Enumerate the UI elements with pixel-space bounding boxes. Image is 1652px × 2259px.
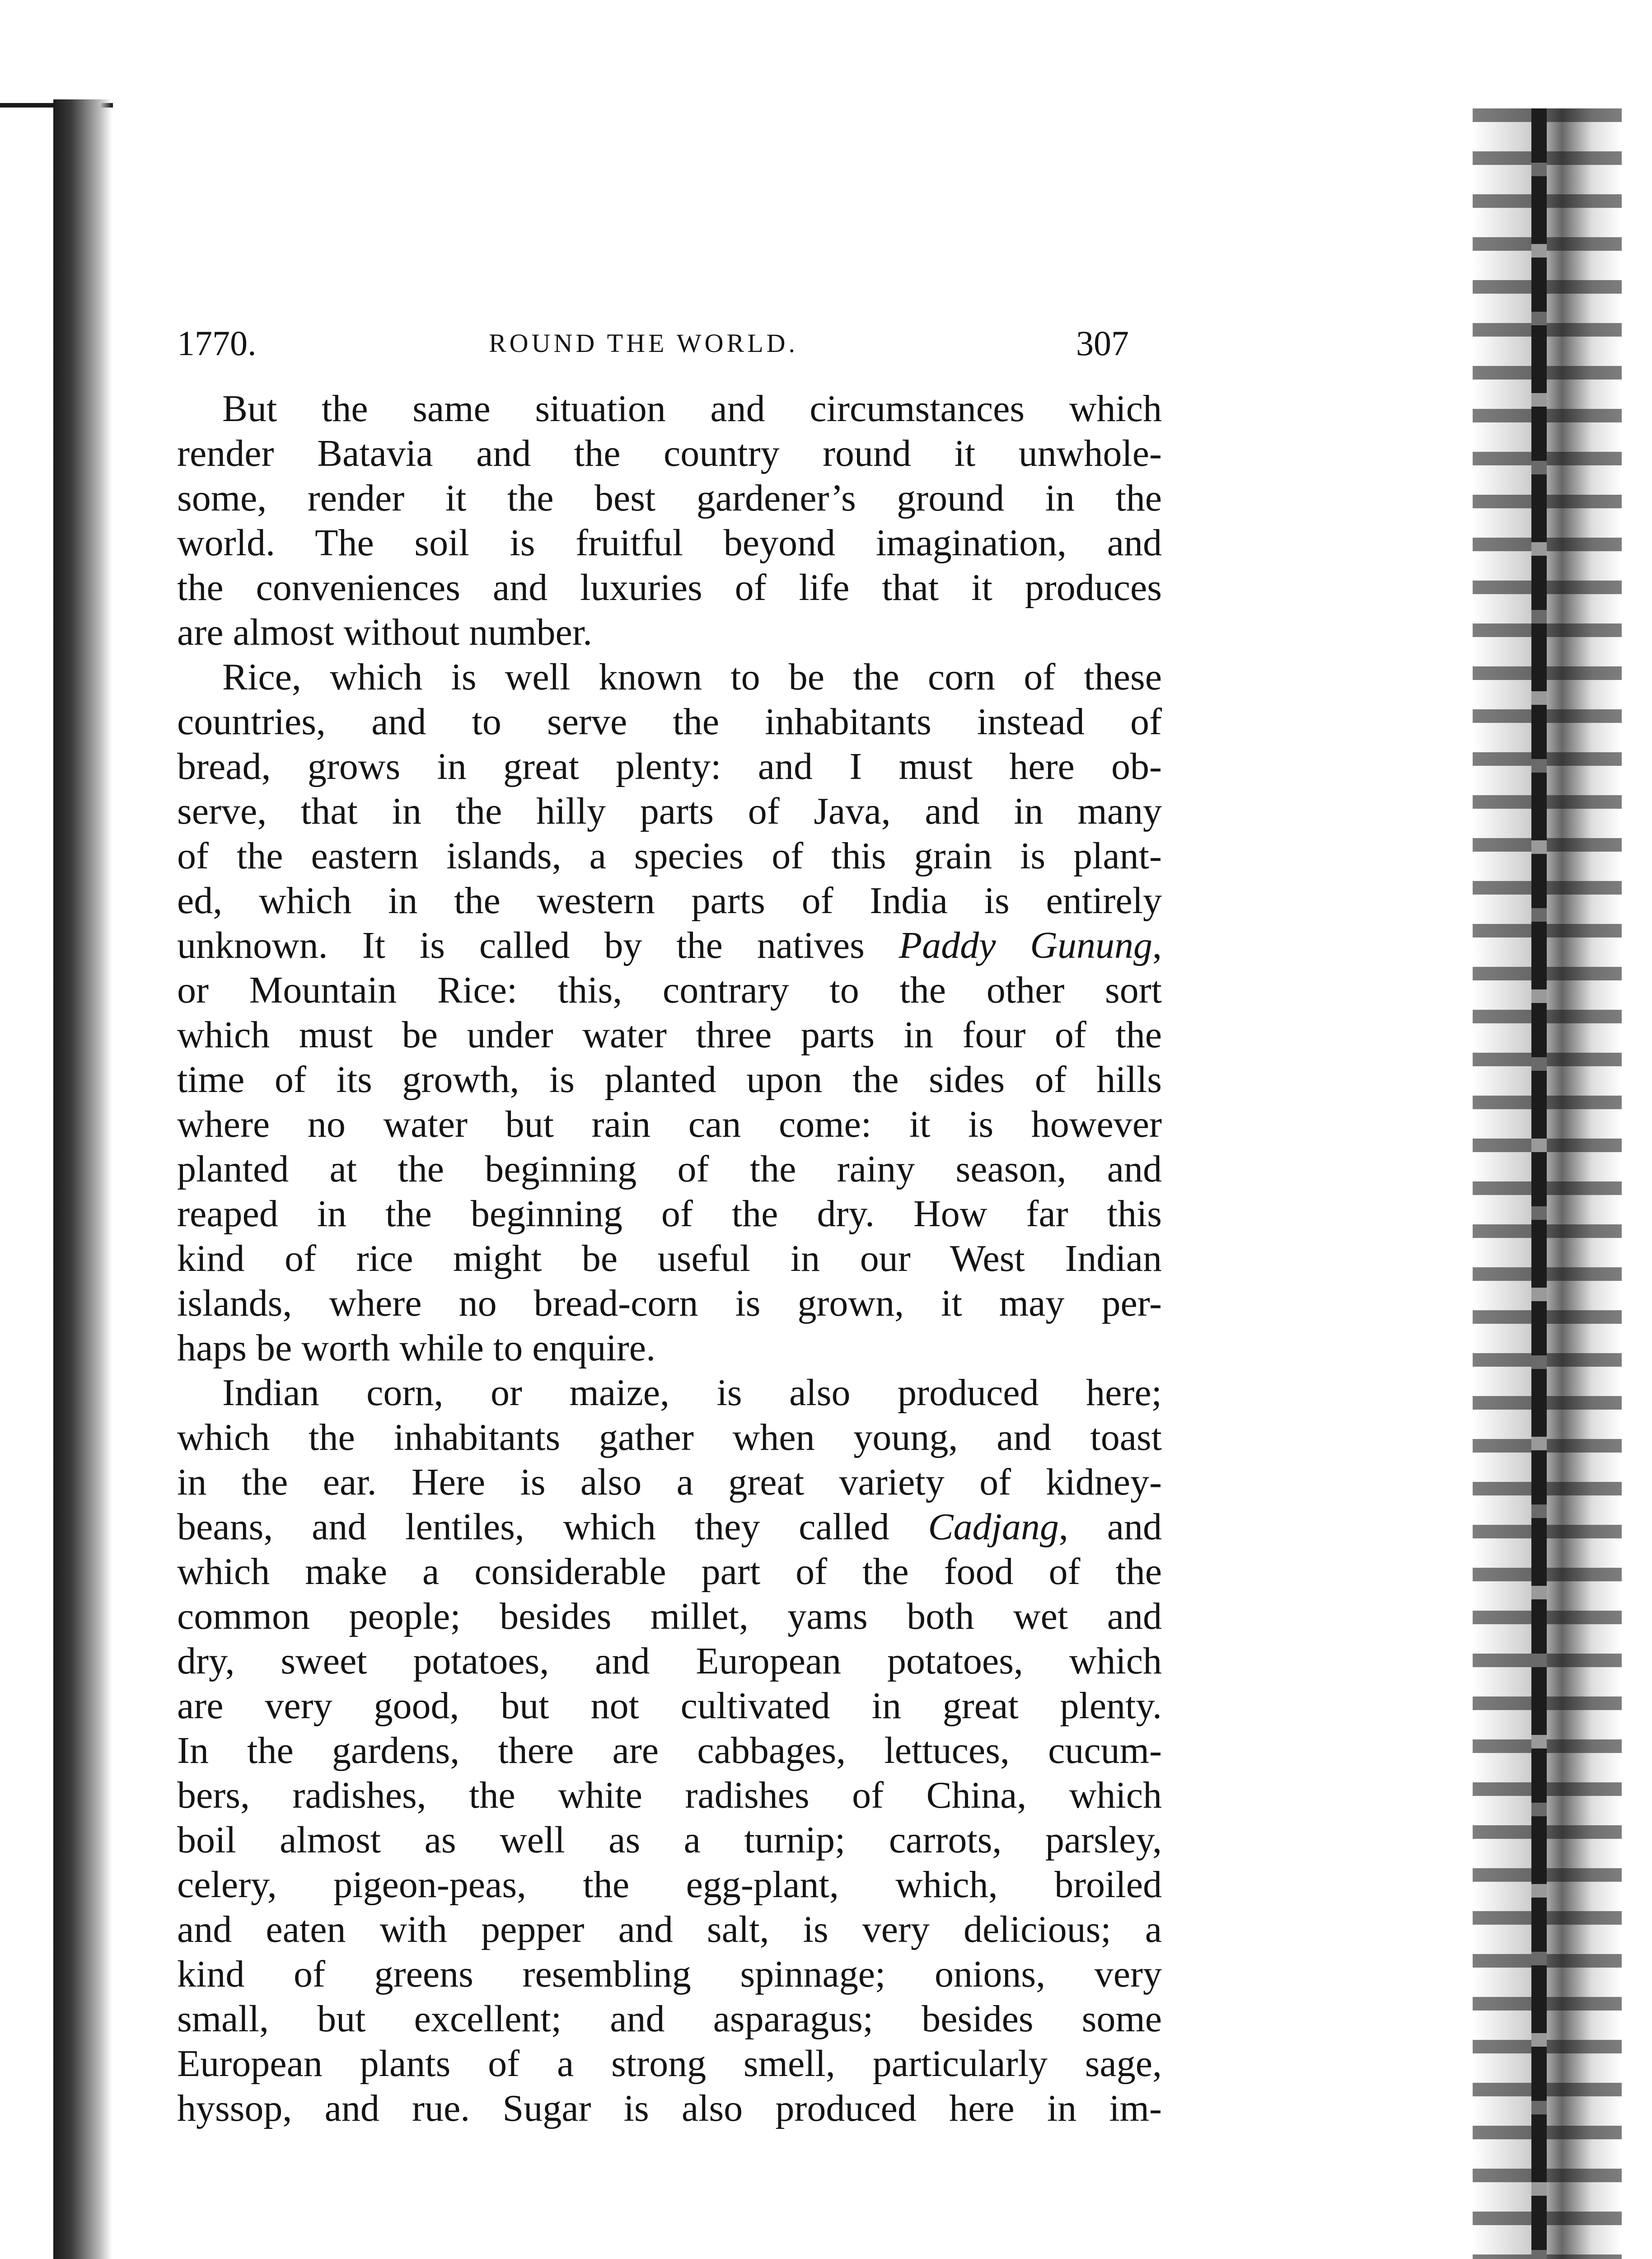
page-edge-shadow xyxy=(1531,108,1547,2259)
text-line: where no water but rain can come: it is however xyxy=(177,1103,1162,1145)
text-line: Indian corn, or maize, is also produced here; xyxy=(222,1372,1162,1414)
text-line: In the gardens, there are cabbages, lettuces, cucum- xyxy=(177,1729,1162,1772)
text-line: in the ear. Here is also a great variety of kidney- xyxy=(177,1461,1162,1503)
text-line: kind of rice might be useful in our West Indian xyxy=(177,1237,1162,1279)
text-segment: unknown. It is called by the natives xyxy=(177,924,899,966)
text-line: But the same situation and circumstances which xyxy=(222,388,1162,430)
text-line: countries, and to serve the inhabitants instead of xyxy=(177,701,1162,743)
text-line: kind of greens resembling spinnage; onions, very xyxy=(177,1953,1162,1995)
text-line: render Batavia and the country round it unwhole- xyxy=(177,432,1162,474)
text-line: and eaten with pepper and salt, is very delicious; a xyxy=(177,1908,1162,1950)
body-text xyxy=(177,386,1162,2131)
text-line: common people; besides millet, yams both wet and xyxy=(177,1595,1162,1637)
text-segment: beans, and lentiles, which they called xyxy=(177,1506,928,1548)
text-line xyxy=(177,1504,1162,1549)
running-head xyxy=(177,316,1153,370)
text-line: dry, sweet potatoes, and European potatoes, which xyxy=(177,1640,1162,1682)
text-line: ed, which in the western parts of India is entirely xyxy=(177,880,1162,922)
text-line: which must be under water three parts in four of the xyxy=(177,1014,1162,1056)
text-line: reaped in the beginning of the dry. How far this xyxy=(177,1193,1162,1235)
text-line xyxy=(177,923,1162,968)
text-line: some, render it the best gardener’s ground in the xyxy=(177,477,1162,519)
text-line: are very good, but not cultivated in great plenty. xyxy=(177,1685,1162,1727)
text-line: Rice, which is well known to be the corn of these xyxy=(222,656,1162,698)
text-line: the conveniences and luxuries of life that it produces xyxy=(177,567,1162,609)
binding-shadow xyxy=(53,99,112,2259)
text-line: or Mountain Rice: this, contrary to the other sort xyxy=(177,969,1162,1011)
text-line: small, but excellent; and asparagus; besides some xyxy=(177,1998,1162,2040)
text-line: bers, radishes, the white radishes of China, which xyxy=(177,1774,1162,1816)
text-segment: , xyxy=(1152,924,1162,966)
running-title: ROUND THE WORLD. xyxy=(489,328,799,358)
text-line: serve, that in the hilly parts of Java, and in many xyxy=(177,790,1162,832)
text-line: European plants of a strong smell, particularly sage, xyxy=(177,2043,1162,2085)
text-line: haps be worth while to enquire. xyxy=(177,1327,656,1369)
text-line: world. The soil is fruitful beyond imagination, and xyxy=(177,522,1162,564)
text-line: bread, grows in great plenty: and I must here ob- xyxy=(177,745,1162,787)
text-line: of the eastern islands, a species of this grain is plant- xyxy=(177,835,1162,877)
text-line: celery, pigeon-peas, the egg-plant, which, broiled xyxy=(177,1864,1162,1906)
text-line: are almost without number. xyxy=(177,611,593,653)
text-segment: , and xyxy=(1058,1506,1162,1548)
text-line: hyssop, and rue. Sugar is also produced here in im- xyxy=(177,2087,1162,2129)
facing-page-bleed xyxy=(1473,108,1622,2259)
text-line: islands, where no bread-corn is grown, it may per- xyxy=(177,1282,1162,1324)
text-line: boil almost as well as a turnip; carrots, parsley, xyxy=(177,1819,1162,1861)
text-line: time of its growth, is planted upon the sides of hills xyxy=(177,1059,1162,1101)
italic-term: Paddy Gunung xyxy=(899,924,1152,966)
text-line: which make a considerable part of the food of the xyxy=(177,1551,1162,1593)
text-line: which the inhabitants gather when young, and toast xyxy=(177,1416,1162,1458)
page-number: 307 xyxy=(1076,323,1129,363)
italic-term: Cadjang xyxy=(928,1506,1059,1548)
text-line: planted at the beginning of the rainy season, and xyxy=(177,1148,1162,1190)
header-year: 1770. xyxy=(177,323,257,363)
